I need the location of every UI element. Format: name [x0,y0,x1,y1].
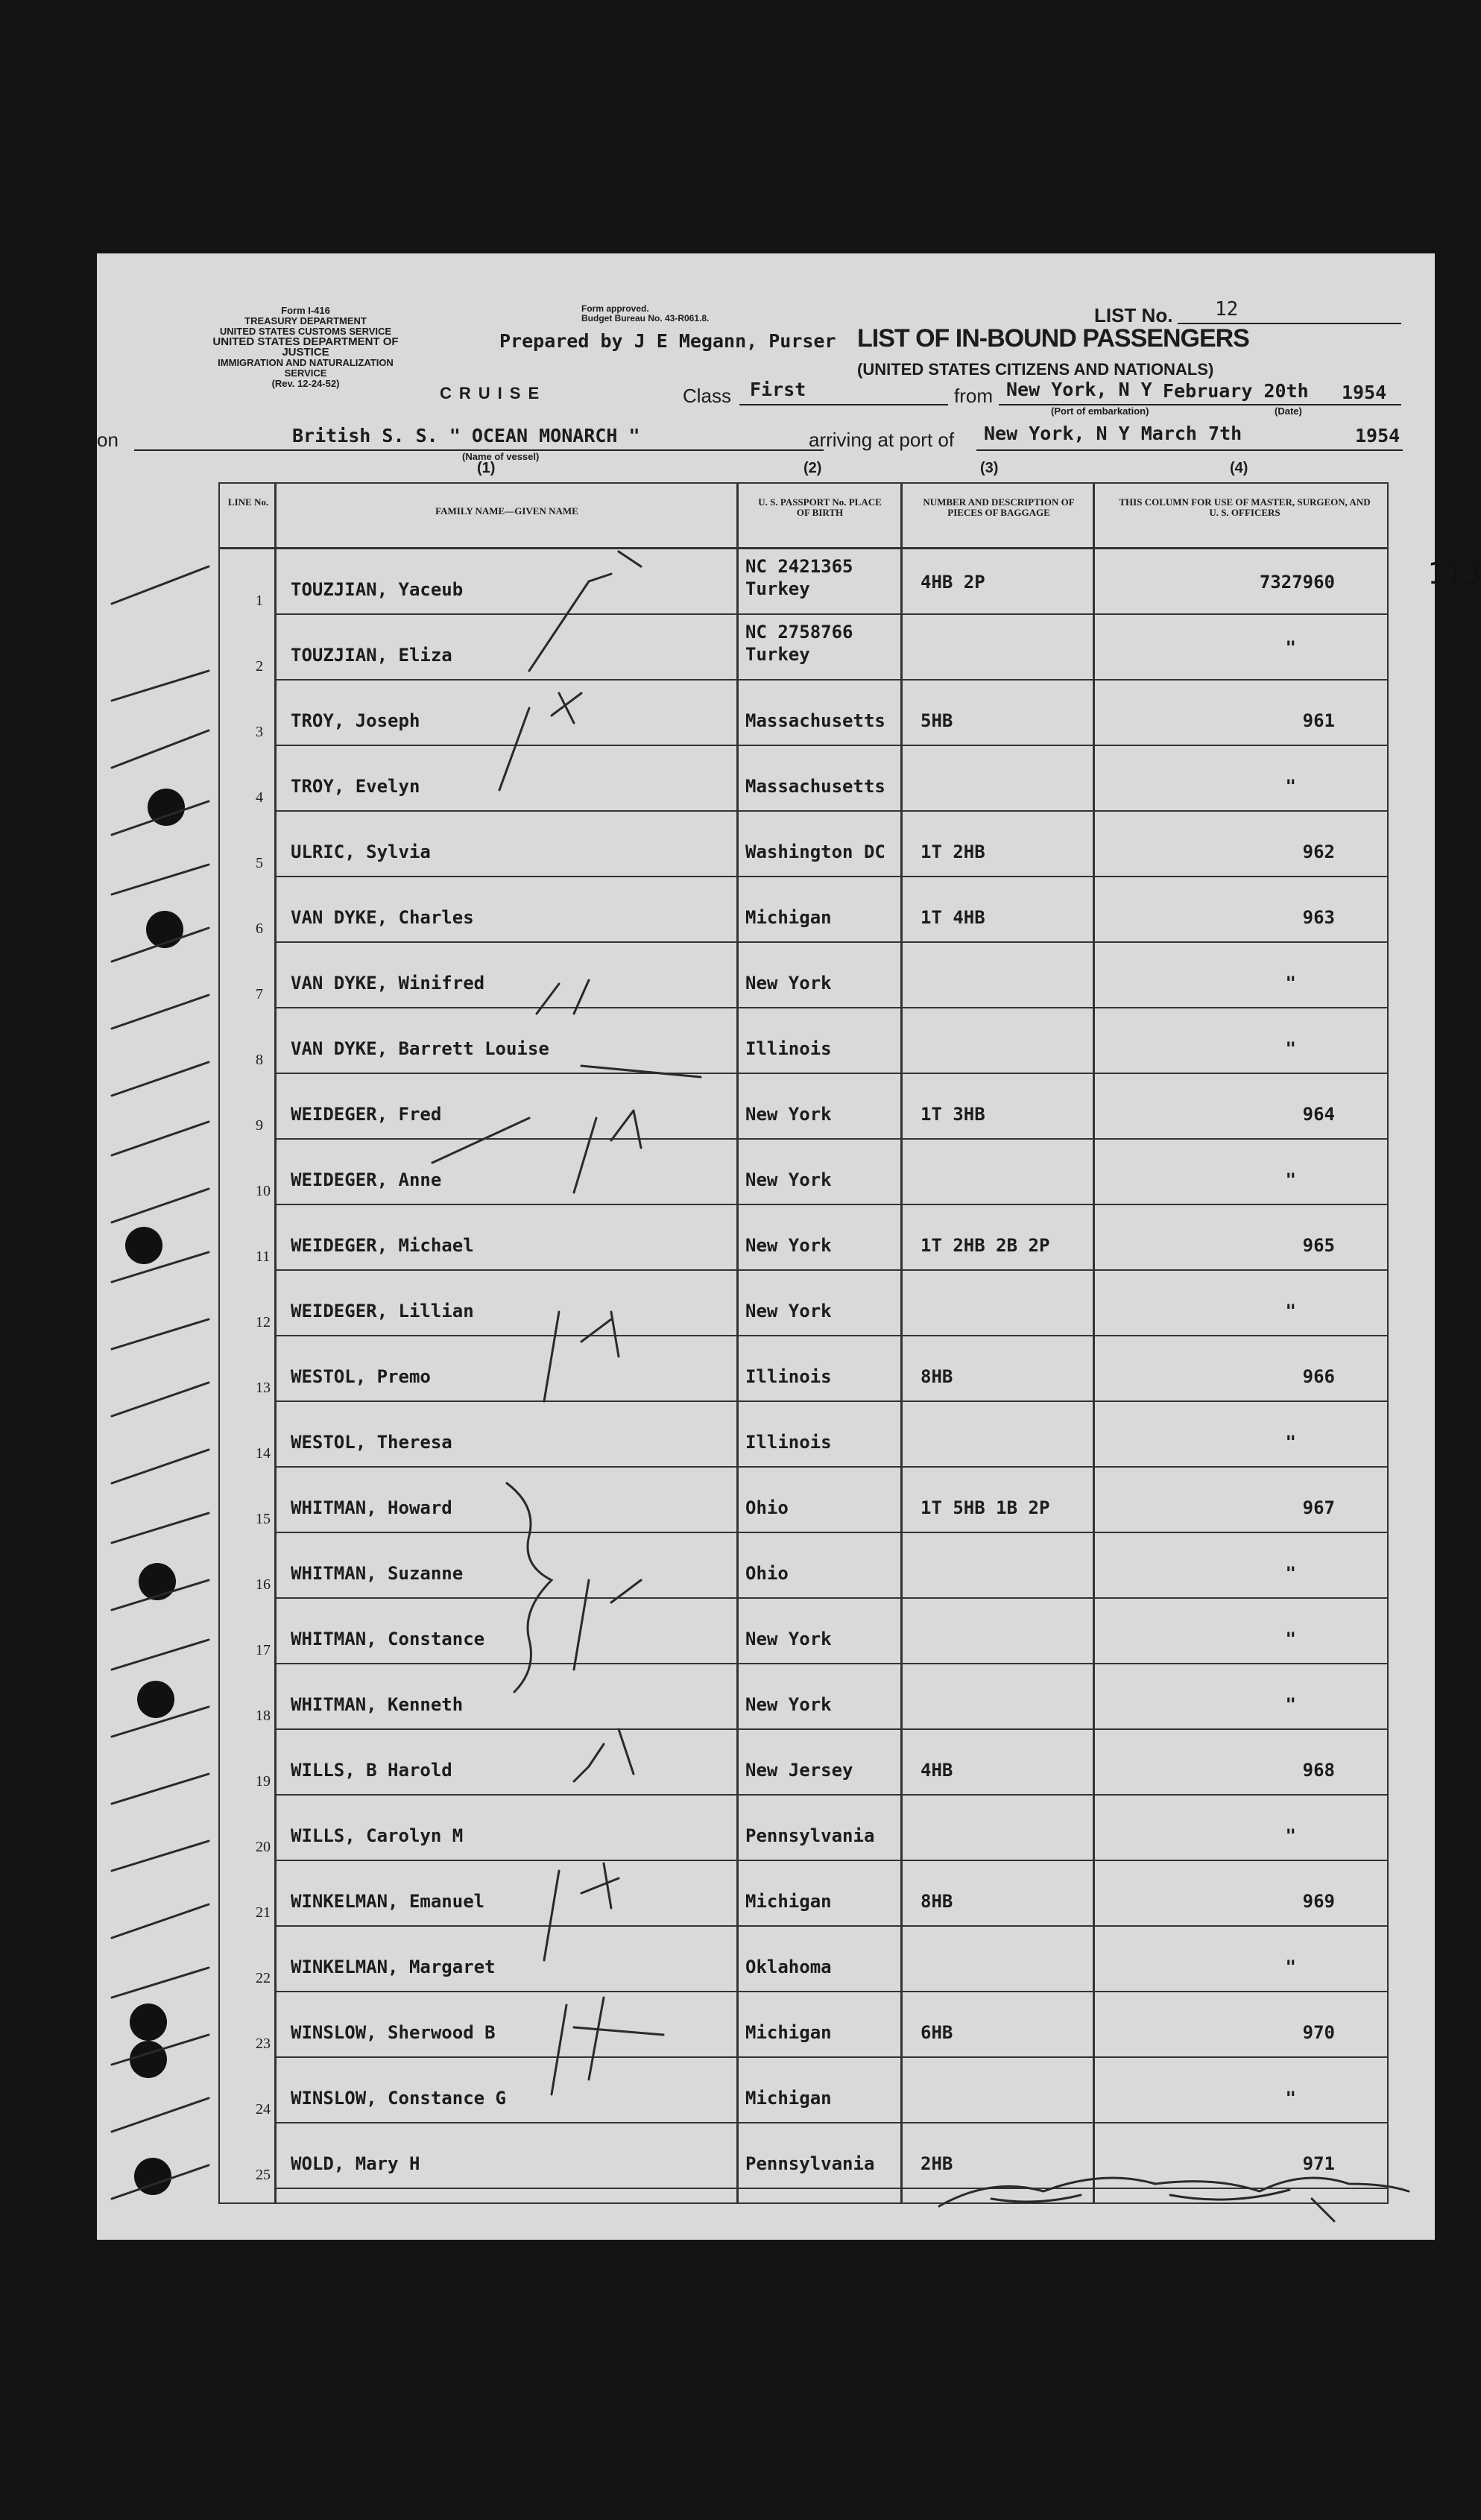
row-birthplace: Illinois [745,1038,832,1059]
row-officer-number: " [1285,973,1296,994]
row-birthplace: Ohio [745,1563,789,1584]
tick-mark [112,730,209,768]
tick-mark [112,1841,209,1871]
header-name: FAMILY NAME—GIVEN NAME [435,505,578,517]
from-value: New York, N Y [1006,379,1152,400]
date-value: February 20th [1163,380,1309,402]
row-passenger-name: WEIDEGER, Anne [291,1169,442,1190]
page-number: 113 [1427,557,1481,591]
row-passenger-name: TROY, Joseph [291,710,420,731]
row-line-number: 23 [256,2036,271,2052]
tick-mark [112,1189,209,1222]
bracket-mark [574,1111,641,1193]
row-baggage: 8HB [921,1891,953,1912]
row-baggage: 1T 2HB 2B 2P [921,1235,1050,1256]
tick-mark [112,2098,209,2132]
header-baggage: NUMBER AND DESCRIPTION OF PIECES OF BAGGAGE [923,496,1075,518]
row-line-number: 25 [256,2167,271,2183]
row-line-number: 6 [256,920,263,937]
row-line-number: 11 [256,1248,271,1265]
row-officer-number: " [1285,1825,1296,1846]
tick-mark [112,995,209,1029]
row-passenger-name: WHITMAN, Suzanne [291,1563,464,1584]
row-baggage: 5HB [921,710,953,731]
col-num-2: (2) [803,460,822,476]
row-baggage: 1T 5HB 1B 2P [921,1497,1050,1518]
row-passenger-name: TROY, Evelyn [291,776,420,797]
row-birthplace: Michigan [745,907,832,928]
row-birthplace: Illinois [745,1432,832,1453]
row-birthplace: New York [745,1169,832,1190]
row-line-number: 12 [256,1314,271,1330]
class-label: Class [683,385,732,407]
row-birthplace: Michigan [745,2088,832,2109]
row-officer-number: " [1285,2088,1296,2109]
tick-mark [112,928,209,961]
row-birthplace: Michigan [745,1891,832,1912]
bracket-mark [537,980,589,1014]
col-num-4: (4) [1230,460,1248,476]
row-officer-number: 962 [1302,841,1335,862]
row-passenger-name: VAN DYKE, Charles [291,907,474,928]
vessel-name: British S. S. " OCEAN MONARCH " [292,425,640,446]
row-birthplace: New York [745,1629,832,1649]
row-officer-number: " [1285,1629,1296,1649]
row-officer-number: 971 [1302,2153,1335,2174]
row-officer-number: 968 [1302,1760,1335,1781]
row-birthplace: Michigan [745,2022,832,2043]
bracket-mark [544,1863,619,1960]
row-passenger-name: TOUZJIAN, Yaceub [291,579,464,600]
row-passenger-name: WEIDEGER, Michael [291,1235,474,1256]
vessel-caption: (Name of vessel) [462,451,540,462]
bracket-mark [507,1483,552,1692]
class-value: First [750,379,806,400]
customs-service: UNITED STATES CUSTOMS SERVICE [219,326,392,337]
date-caption: (Date) [1275,405,1302,417]
tick-mark [112,1580,209,1610]
arriving-value: New York, N Y March 7th [984,423,1242,444]
row-line-number: 5 [256,855,263,871]
tick-mark [112,1904,209,1938]
row-baggage: 2HB [921,2153,953,2174]
tick-mark [112,1450,209,1483]
list-no-value: 12 [1215,298,1239,320]
header-passport: U. S. PASSPORT No. PLACE OF BIRTH [758,496,882,518]
tick-mark [112,2165,209,2199]
row-officer-number: " [1285,776,1296,797]
row-line-number: 8 [256,1052,263,1068]
row-passport: NC 2758766 [745,622,853,642]
row-officer-number: 963 [1302,907,1335,928]
row-birthplace: New York [745,1694,832,1715]
row-birthplace: Turkey [745,644,810,665]
row-officer-number: " [1285,1169,1296,1190]
date-year: 1954 [1342,382,1387,403]
row-baggage: 1T 4HB [921,907,985,928]
row-officer-number: " [1285,1301,1296,1321]
row-line-number: 22 [256,1970,271,1986]
row-birthplace: Illinois [745,1366,832,1387]
row-passenger-name: WINSLOW, Constance G [291,2088,506,2109]
row-birthplace: New Jersey [745,1760,853,1781]
row-officer-number: " [1285,1957,1296,1977]
arriving-label: arriving at port of [809,429,955,451]
row-passenger-name: VAN DYKE, Barrett Louise [291,1038,549,1059]
row-passenger-name: WESTOL, Premo [291,1366,431,1387]
row-birthplace: Oklahoma [745,1957,832,1977]
treasury-department: TREASURY DEPARTMENT [244,315,367,326]
row-passenger-name: WINSLOW, Sherwood B [291,2022,496,2043]
row-passenger-name: WOLD, Mary H [291,2153,420,2174]
row-passenger-name: WINKELMAN, Margaret [291,1957,496,1977]
form-number: Form I-416 [281,305,330,316]
row-birthplace: Ohio [745,1497,789,1518]
col-num-1: (1) [477,460,496,476]
justice-department: UNITED STATES DEPARTMENT OF JUSTICE [212,335,399,359]
bracket-mark [574,1729,634,1781]
tick-mark [112,865,209,894]
row-line-number: 1 [256,593,263,609]
tick-mark [112,1640,209,1670]
row-baggage: 1T 2HB [921,841,985,862]
row-line-number: 15 [256,1511,271,1527]
row-birthplace: Pennsylvania [745,1825,875,1846]
tick-mark [112,566,209,604]
form-approved-line: Form approved. [581,303,649,314]
row-line-number: 16 [256,1576,271,1593]
row-passenger-name: WEIDEGER, Fred [291,1104,442,1125]
row-birthplace: New York [745,1235,832,1256]
row-birthplace: Washington DC [745,841,885,862]
list-no-label: LIST No. [1094,304,1173,326]
from-label: from [954,385,993,407]
tick-mark [112,1319,209,1349]
prepared-by: Prepared by J E Megann, Purser [499,330,836,352]
tick-mark [112,1968,209,1998]
row-officer-number: " [1285,1038,1296,1059]
row-baggage: 4HB [921,1760,953,1781]
tick-mark [112,671,209,701]
row-passenger-name: WILLS, Carolyn M [291,1825,464,1846]
row-baggage: 8HB [921,1366,953,1387]
row-passenger-name: TOUZJIAN, Eliza [291,645,452,666]
row-birthplace: New York [745,1104,832,1125]
row-officer-number: " [1285,637,1296,658]
col-num-3: (3) [980,460,999,476]
bracket-mark [529,552,641,671]
row-passenger-name: WILLS, B Harold [291,1760,452,1781]
from-caption: (Port of embarkation) [1051,405,1149,417]
row-line-number: 3 [256,724,263,740]
passenger-list-page [97,253,1481,2240]
cruise-label: CRUISE [440,384,547,402]
row-birthplace: Massachusetts [745,776,885,797]
tick-mark [112,1774,209,1804]
row-line-number: 13 [256,1380,271,1396]
row-line-number: 14 [256,1445,271,1462]
page-subtitle: (UNITED STATES CITIZENS AND NATIONALS) [857,360,1214,379]
bracket-mark [544,1312,619,1401]
tick-mark [112,1707,209,1737]
row-officer-number: 969 [1302,1891,1335,1912]
bracket-mark [499,693,581,790]
tick-mark [112,1513,209,1543]
row-baggage: 1T 3HB [921,1104,985,1125]
row-birthplace: Pennsylvania [745,2153,875,2174]
row-line-number: 4 [256,789,263,806]
budget-bureau-line: Budget Bureau No. 43-R061.8. [581,313,710,323]
row-line-number: 18 [256,1708,271,1724]
tick-mark [112,1252,209,1282]
tick-mark [112,2035,209,2065]
row-officer-number: 970 [1302,2022,1335,2043]
header-officers: THIS COLUMN FOR USE OF MASTER, SURGEON, AND U. S. OFFICERS [1119,496,1371,518]
row-birthplace: New York [745,1301,832,1321]
bracket-mark [574,1580,641,1670]
arriving-year: 1954 [1355,425,1401,446]
row-officer-number: 967 [1302,1497,1335,1518]
row-birthplace: Turkey [745,578,810,599]
row-passenger-name: VAN DYKE, Winifred [291,973,485,994]
row-officer-number: 965 [1302,1235,1335,1256]
tick-mark [112,1062,209,1096]
row-officer-number: 966 [1302,1366,1335,1387]
row-line-number: 20 [256,1839,271,1855]
row-officer-number: " [1285,1694,1296,1715]
row-line-number: 7 [256,986,263,1002]
row-passenger-name: WHITMAN, Kenneth [291,1694,464,1715]
bracket-mark [432,1118,529,1163]
row-officer-number: " [1285,1563,1296,1584]
tick-mark [112,1122,209,1155]
row-line-number: 24 [256,2101,271,2118]
handwriting-overlay [97,253,1435,2240]
row-officer-number: 7327960 [1259,572,1335,593]
header-line-no: LINE No. [227,496,269,508]
on-label: on [97,429,119,451]
row-baggage: 6HB [921,2022,953,2043]
row-passenger-name: WHITMAN, Howard [291,1497,452,1518]
row-officer-number: 964 [1302,1104,1335,1125]
row-line-number: 21 [256,1904,271,1921]
bracket-mark [581,1066,701,1077]
row-line-number: 9 [256,1117,263,1134]
row-officer-number: 961 [1302,710,1335,731]
bracket-mark [552,1998,663,2094]
row-birthplace: Massachusetts [745,710,885,731]
row-passenger-name: ULRIC, Sylvia [291,841,431,862]
form-revision: (Rev. 12-24-52) [271,378,340,389]
row-line-number: 10 [256,1183,271,1199]
page-title: LIST OF IN-BOUND PASSENGERS [857,324,1249,353]
row-passenger-name: WINKELMAN, Emanuel [291,1891,485,1912]
row-passenger-name: WHITMAN, Constance [291,1629,485,1649]
tick-mark [112,1383,209,1416]
row-line-number: 2 [256,658,263,675]
row-line-number: 17 [256,1642,271,1658]
tick-mark [112,801,209,835]
signature-stroke [991,2190,1334,2221]
row-baggage: 4HB 2P [921,572,985,593]
row-birthplace: New York [745,973,832,994]
row-passenger-name: WESTOL, Theresa [291,1432,452,1453]
row-passenger-name: WEIDEGER, Lillian [291,1301,474,1321]
ins-service: IMMIGRATION AND NATURALIZATION SERVICE [218,357,394,379]
row-line-number: 19 [256,1773,271,1790]
row-officer-number: " [1285,1432,1296,1453]
row-passport: NC 2421365 [745,556,853,577]
